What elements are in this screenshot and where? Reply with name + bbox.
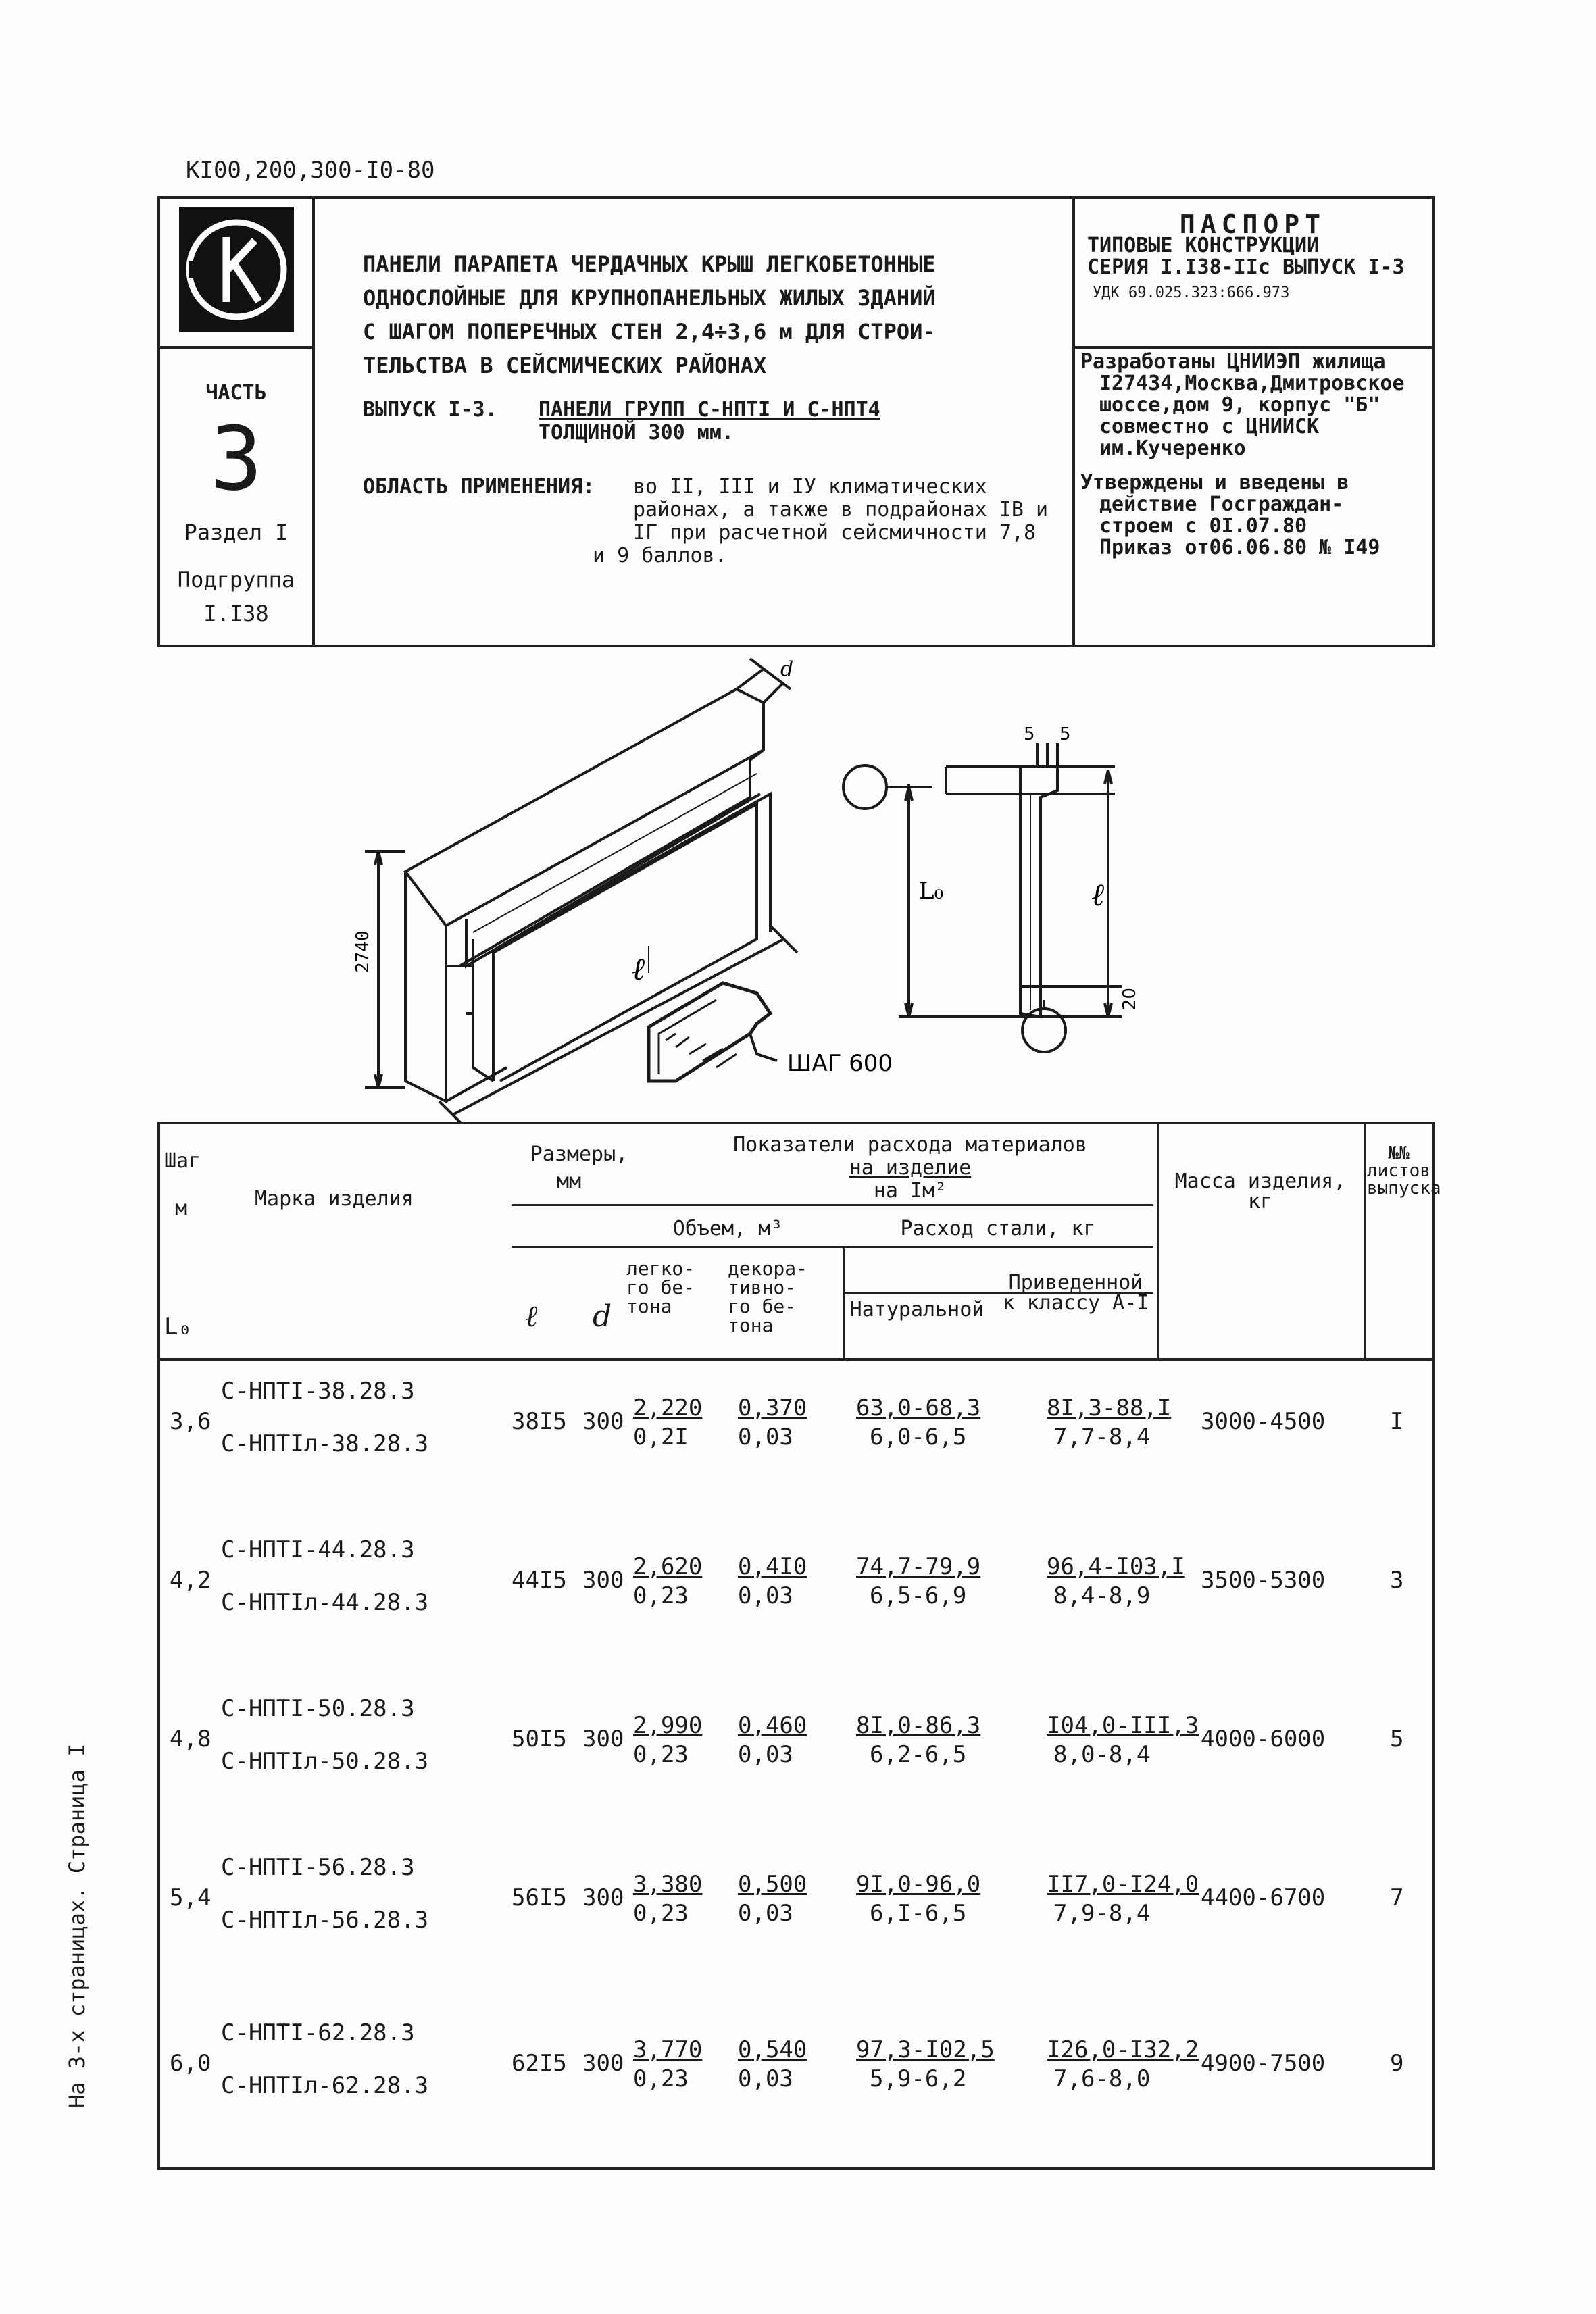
row-vol-light-m2: 0,23 [633,2065,689,2092]
row-mass: 4000-6000 [1201,1726,1326,1753]
th-volume: Объем, м³ [672,1217,783,1240]
th-light-concrete: легко-го бе-тона [626,1257,695,1317]
th-per-item: на изделие [849,1156,972,1180]
approval-block: Утверждены и введены в действие Госграждан- строем с 0I.07.80 Приказ от06.06.80 № I49 [1080,471,1380,559]
row-steel-nat-m2: 5,9-6,2 [870,2065,967,2092]
row-vol-light-m2: 0,2I [633,1424,689,1451]
row-sheet: 7 [1390,1884,1404,1911]
row-step: 6,0 [170,2050,211,2077]
row-mark1: С-НПТI-50.28.3 [221,1695,415,1722]
row-vol-light-m2: 0,23 [633,1582,689,1609]
th-per-m2: на Iм² [873,1179,947,1203]
row-steel-red-item: II7,0-I24,0 [1047,1871,1199,1898]
row-vol-light-item: 2,220 [633,1394,703,1422]
row-vol-dec-item: 0,540 [738,2036,807,2063]
row-steel-nat-item: 74,7-79,9 [856,1553,981,1580]
dim-5b: 5 [1059,724,1071,745]
th-dims-unit: мм [556,1169,582,1193]
row-steel-nat-item: 8I,0-86,3 [856,1712,981,1739]
row-steel-nat-m2: 6,2-6,5 [870,1741,967,1768]
row-mark2: С-НПТIл-44.28.3 [221,1589,429,1616]
row-steel-nat-m2: 6,0-6,5 [870,1424,967,1451]
part-label: ЧАСТЬ [205,381,267,405]
row-steel-red-item: 8I,3-88,I [1047,1394,1172,1422]
step-label: ШАГ 600 [787,1050,893,1077]
part-number: 3 [209,407,263,510]
row-vol-dec-m2: 0,03 [738,2065,793,2092]
row-steel-nat-item: 63,0-68,3 [856,1394,981,1422]
panel-drawing [0,649,1596,1122]
row-thickness: 300 [582,1567,624,1594]
row-mark2: С-НПТIл-62.28.3 [221,2072,429,2099]
developer-block: Разработаны ЦНИИЭП жилища I27434,Москва,Дмитровское шоссе,дом 9, корпус "Б" совместно с ЦНИИСК им.Кучеренко [1080,350,1405,460]
row-length: 56I5 [512,1884,567,1911]
row-mark1: С-НПТI-62.28.3 [221,2019,415,2046]
row-thickness: 300 [582,1884,624,1911]
dim-20: 20 [1120,987,1140,1010]
title-block [157,196,1435,647]
subgroup-label: Подгруппа [177,567,295,593]
scope-text: во II, III и IУ климатических районах, а также в подрайонах IВ и IГ при расчетной сейсмичности 7,8 и 9 баллов. [593,475,1049,568]
height-dim-label: 2740 [353,930,373,973]
th-step: Шаг [164,1149,201,1173]
passport-block: ПАСПОРТ ТИПОВЫЕ КОНСТРУКЦИИ СЕРИЯ I.I38-IIс ВЫПУСК I-3 УДК 69.025.323:666.973 [1087,209,1405,301]
row-step: 4,2 [170,1567,211,1594]
issue-label: ВЫПУСК I-3. [363,398,497,422]
row-mass: 4400-6700 [1201,1884,1326,1911]
th-dims: Размеры, [530,1142,628,1166]
row-vol-dec-m2: 0,03 [738,1424,793,1451]
row-steel-red-m2: 7,9-8,4 [1053,1900,1151,1927]
row-mark1: С-НПТI-38.28.3 [221,1378,415,1405]
row-sheet: 9 [1390,2050,1404,2077]
section-length-label: ℓ [1091,876,1105,913]
th-step-unit: м [175,1197,188,1220]
issue-text: ПАНЕЛИ ГРУПП С-НПТI И С-НПТ4 ТОЛЩИНОЙ 300 мм. [539,398,880,445]
page-side-note: На 3-х страницах. Страница I [64,1743,90,2108]
th-dim-d: d [593,1299,612,1334]
row-vol-dec-item: 0,370 [738,1394,807,1422]
row-vol-light-item: 3,380 [633,1871,703,1898]
row-steel-red-item: I04,0-III,3 [1047,1712,1199,1739]
row-length: 50I5 [512,1726,567,1753]
dim-5a: 5 [1024,724,1035,745]
row-steel-red-m2: 8,4-8,9 [1053,1582,1151,1609]
section: Раздел I [184,520,289,545]
th-natural: Натуральной [849,1298,984,1322]
scope-label: ОБЛАСТЬ ПРИМЕНЕНИЯ: [363,475,595,499]
row-mass: 3000-4500 [1201,1408,1326,1435]
row-sheet: 3 [1390,1567,1404,1594]
row-vol-light-m2: 0,23 [633,1900,689,1927]
row-sheet: 5 [1390,1726,1404,1753]
row-vol-dec-item: 0,460 [738,1712,807,1739]
row-mark1: С-НПТI-44.28.3 [221,1536,415,1563]
row-steel-red-m2: 7,6-8,0 [1053,2065,1151,2092]
row-sheet: I [1390,1408,1404,1435]
document-title: ПАНЕЛИ ПАРАПЕТА ЧЕРДАЧНЫХ КРЫШ ЛЕГКОБЕТОННЫЕ ОДНОСЛОЙНЫЕ ДЛЯ КРУПНОПАНЕЛЬНЫХ ЖИЛЫХ ЗДАНИЙ С ШАГОМ ПОПЕРЕЧНЫХ СТЕН 2,4÷3,6 м ДЛЯ СТРОИ- ТЕЛЬСТВА В СЕЙСМИЧЕСКИХ РАЙОНАХ [363,251,936,378]
row-length: 62I5 [512,2050,567,2077]
row-steel-nat-m2: 6,5-6,9 [870,1582,967,1609]
row-vol-dec-item: 0,4I0 [738,1553,807,1580]
row-mark2: С-НПТIл-56.28.3 [221,1907,429,1934]
row-vol-light-item: 2,620 [633,1553,703,1580]
th-steel: Расход стали, кг [900,1217,1096,1240]
logo [179,207,294,332]
row-steel-nat-m2: 6,I-6,5 [870,1900,967,1927]
thickness-label: d [780,657,794,681]
row-mass: 4900-7500 [1201,2050,1326,2077]
row-vol-dec-m2: 0,03 [738,1900,793,1927]
th-dim-l: ℓ [525,1299,538,1334]
row-mark2: С-НПТIл-50.28.3 [221,1748,429,1775]
row-mass: 3500-5300 [1201,1567,1326,1594]
row-length: 38I5 [512,1408,567,1435]
row-thickness: 300 [582,1726,624,1753]
th-indicators: Показатели расхода материалов [733,1133,1087,1157]
row-mark2: С-НПТIл-38.28.3 [221,1430,429,1457]
row-step: 3,6 [170,1408,211,1435]
th-decor-concrete: декора-тивно-го бе-тона [728,1257,808,1336]
row-steel-red-item: 96,4-I03,I [1047,1553,1185,1580]
row-thickness: 300 [582,2050,624,2077]
th-step-l0: L₀ [164,1313,192,1340]
th-mark: Марка изделия [255,1187,414,1211]
row-mark1: С-НПТI-56.28.3 [221,1854,415,1881]
row-steel-red-m2: 8,0-8,4 [1053,1741,1151,1768]
row-step: 4,8 [170,1726,211,1753]
th-mass: Масса изделия, кг [1174,1169,1346,1213]
th-sheets: №№ листов выпуска [1367,1143,1441,1199]
row-vol-light-item: 3,770 [633,2036,703,2063]
row-thickness: 300 [582,1408,624,1435]
l0-label: L₀ [919,878,944,905]
row-step: 5,4 [170,1884,211,1911]
document-code: КI00,200,300-I0-80 [186,157,435,184]
th-reduced: Приведенной к классу А-I [1002,1271,1149,1315]
row-vol-dec-m2: 0,03 [738,1582,793,1609]
row-vol-dec-item: 0,500 [738,1871,807,1898]
materials-table [157,1122,1441,2170]
row-steel-red-m2: 7,7-8,4 [1053,1424,1151,1451]
row-vol-dec-m2: 0,03 [738,1741,793,1768]
row-steel-nat-item: 97,3-I02,5 [856,2036,995,2063]
row-length: 44I5 [512,1567,567,1594]
row-vol-light-m2: 0,23 [633,1741,689,1768]
row-steel-nat-item: 9I,0-96,0 [856,1871,981,1898]
row-vol-light-item: 2,990 [633,1712,703,1739]
row-steel-red-item: I26,0-I32,2 [1047,2036,1199,2063]
subgroup: I.I38 [203,601,269,626]
length-label: ℓ [632,951,645,987]
